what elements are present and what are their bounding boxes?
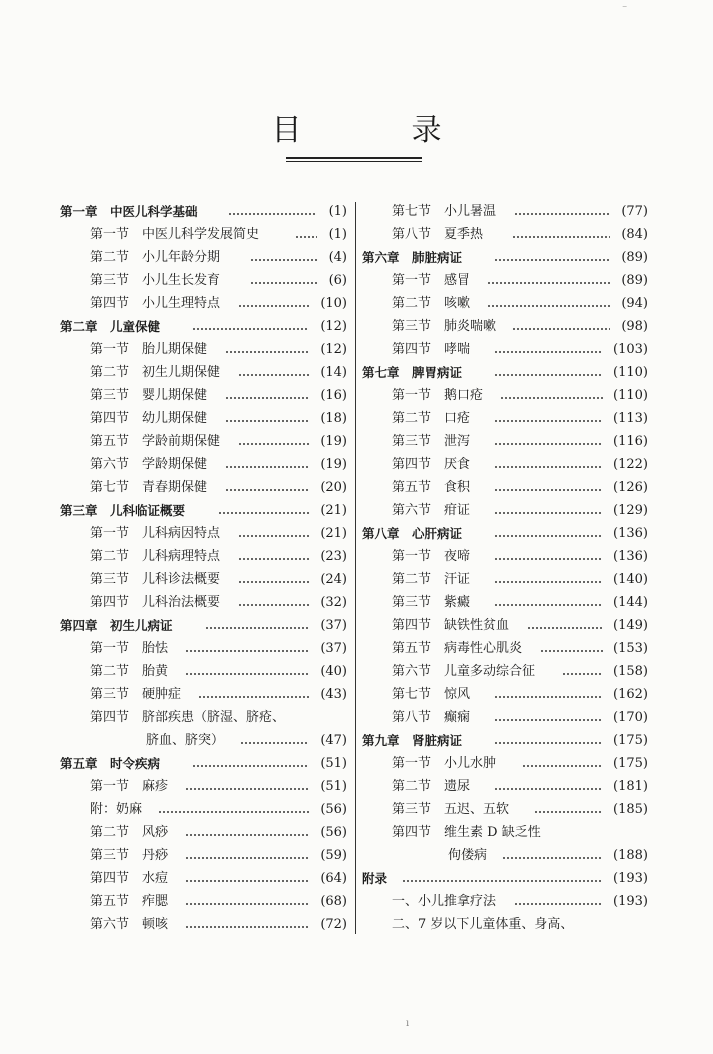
toc-entry-title: 第五节 食积 [392,480,471,495]
toc-section-row [60,637,347,660]
toc-chapter-row [362,246,648,269]
toc-section-row [60,292,347,315]
toc-page-number: (40) [320,664,347,679]
toc-page-number: (113) [613,411,648,426]
leader-dots [494,581,603,583]
toc-section-row [60,798,347,821]
toc-page-number: (6) [328,273,347,288]
scan-mark: ı [406,1018,410,1029]
toc-page-number: (193) [613,894,648,909]
leader-dots [250,282,317,284]
toc-section-row [362,683,648,706]
toc-left-column [60,200,347,936]
toc-entry-title: 一、小儿推拿疗法 [392,894,497,909]
leader-dots [522,765,603,767]
leader-dots [527,627,603,629]
toc-page-number: (89) [621,250,648,265]
leader-dots [494,558,603,560]
leader-dots [225,397,309,399]
toc-entry-title: 第四节 哮喘 [392,342,471,357]
toc-section-row [362,752,648,775]
toc-page-number: (37) [320,618,347,633]
toc-entry-title: 第二节 小儿年龄分期 [90,250,221,265]
toc-entry-title: 第一节 小儿水肿 [392,756,497,771]
toc-section-row [60,545,347,568]
toc-entry-title: 第四节 幼儿期保健 [90,411,208,426]
toc-section-row [362,338,648,361]
leader-dots [494,351,603,353]
toc-entry-title: 第六节 学龄期保健 [90,457,208,472]
toc-page-number: (64) [320,871,347,886]
toc-page-number: (158) [613,664,648,679]
leader-dots [494,443,603,445]
leader-dots [238,604,309,606]
toc-entry-title: 第九章 肾脏病证 [362,733,463,748]
leader-dots [494,489,603,491]
toc-page-number: (16) [320,388,347,403]
toc-page-number: (21) [320,526,347,541]
toc-page-number: (47) [320,733,347,748]
toc-entry-title: 第三节 五迟、五软 [392,802,510,817]
toc-page-number: (162) [613,687,648,702]
toc-page-number: (116) [613,434,648,449]
toc-entry-title: 第一节 感冒 [392,273,471,288]
toc-chapter-row [362,522,648,545]
leader-dots [198,696,309,698]
toc-entry-title: 第一节 胎怯 [90,641,169,656]
toc-entry-title: 佝偻病 [448,848,488,863]
leader-dots [192,328,309,330]
toc-entry-title: 第七节 小儿暑温 [392,204,497,219]
toc-section-row [60,361,347,384]
toc-entry-title: 第二节 儿科病理特点 [90,549,221,564]
toc-entry-title: 第六节 顿咳 [90,917,169,932]
toc-page-number: (149) [613,618,648,633]
toc-section-row [362,798,648,821]
toc-section-row [60,407,347,430]
toc-page-number: (175) [613,733,648,748]
leader-dots [185,903,309,905]
toc-section-row [362,200,648,223]
toc-section-row [362,545,648,568]
toc-page-number: (10) [320,296,347,311]
toc-page-number: (32) [320,595,347,610]
toc-entry-title: 第五节 病毒性心肌炎 [392,641,523,656]
toc-entry-title: 二、7 岁以下儿童体重、身高、 [392,917,574,932]
toc-entry-title: 第一节 中医儿科学发展简史 [90,227,260,242]
leader-dots [225,351,309,353]
toc-entry-title: 第七节 惊风 [392,687,471,702]
toc-section-row [362,844,648,867]
toc-entry-title: 第三节 婴儿期保健 [90,388,208,403]
toc-page-number: (4) [328,250,347,265]
leader-dots [487,305,610,307]
toc-entry-title: 第一节 儿科病因特点 [90,526,221,541]
toc-entry-title: 第七章 脾胃病证 [362,365,463,380]
leader-dots [494,466,603,468]
toc-section-row [362,591,648,614]
toc-page-number: (20) [320,480,347,495]
toc-page-number: (77) [621,204,648,219]
toc-section-row [362,568,648,591]
toc-section-row [60,729,347,752]
leader-dots [185,926,309,928]
toc-entry-title: 第二章 儿童保健 [60,319,161,334]
leader-dots [494,604,603,606]
toc-page-number: (51) [320,756,347,771]
leader-dots [494,535,603,537]
toc-page-number: (110) [613,365,648,380]
toc-entry-title: 第七节 青春期保健 [90,480,208,495]
toc-page-number: (193) [613,871,648,886]
toc-chapter-row [60,614,347,637]
toc-entry-title: 第三节 硬肿症 [90,687,182,702]
toc-section-row [362,821,648,844]
toc-entry-title: 第三节 丹痧 [90,848,169,863]
leader-dots [512,236,610,238]
toc-page-number: (37) [320,641,347,656]
toc-chapter-row [362,729,648,752]
toc-section-row [60,522,347,545]
toc-page-number: (51) [320,779,347,794]
toc-page-number: (126) [613,480,648,495]
leader-dots [494,374,603,376]
leader-dots [502,857,603,859]
toc-section-row [60,384,347,407]
leader-dots [514,213,610,215]
toc-page-number: (1) [328,204,347,219]
toc-section-row [60,338,347,361]
leader-dots [185,673,309,675]
leader-dots [494,696,603,698]
toc-entry-title: 第四节 厌食 [392,457,471,472]
toc-page-number: (136) [613,526,648,541]
toc-section-row [362,430,648,453]
leader-dots [494,742,603,744]
toc-entry-title: 第三节 肺炎喘嗽 [392,319,497,334]
toc-entry-title: 第六节 疳证 [392,503,471,518]
toc-chapter-row [60,315,347,338]
toc-entry-title: 第六节 儿童多动综合征 [392,664,536,679]
leader-dots [500,397,603,399]
toc-page-number: (18) [320,411,347,426]
toc-entry-title: 附录 [362,871,388,886]
toc-entry-title: 第三节 泄泻 [392,434,471,449]
leader-dots [225,489,309,491]
toc-entry-title: 第二节 口疮 [392,411,471,426]
toc-section-row [362,315,648,338]
toc-section-row [362,453,648,476]
leader-dots [238,581,309,583]
toc-section-row [60,246,347,269]
toc-page-number: (56) [320,802,347,817]
toc-entry-title: 第四节 小儿生理特点 [90,296,221,311]
toc-page-number: (170) [613,710,648,725]
leader-dots [158,811,309,813]
toc-section-row [60,476,347,499]
toc-entry-title: 第五节 学龄前期保健 [90,434,221,449]
leader-dots [238,305,309,307]
toc-page-number: (98) [621,319,648,334]
toc-chapter-row [60,200,347,223]
leader-dots [238,558,309,560]
leader-dots [205,627,309,629]
toc-page-number: (56) [320,825,347,840]
toc-page-number: (24) [320,572,347,587]
toc-section-row [60,844,347,867]
leader-dots [185,788,309,790]
toc-section-row [362,660,648,683]
toc-entry-title: 第一节 夜啼 [392,549,471,564]
toc-entry-title: 第四节 水痘 [90,871,169,886]
toc-entry-title: 第二节 胎黄 [90,664,169,679]
leader-dots [185,880,309,882]
leader-dots [512,328,610,330]
toc-page-number: (59) [320,848,347,863]
toc-entry-title: 第四节 脐部疾患（脐湿、脐疮、 [90,710,286,725]
leader-dots [228,213,317,215]
toc-section-row [60,591,347,614]
toc-entry-title: 第三节 小儿生长发育 [90,273,221,288]
leader-dots [192,765,309,767]
toc-right-column [362,200,648,936]
leader-dots [238,374,309,376]
scan-mark: ⁻ [622,4,628,15]
toc-page-number: (136) [613,549,648,564]
leader-dots [494,788,603,790]
leader-dots [218,512,309,514]
leader-dots [295,236,317,238]
leader-dots [185,857,309,859]
toc-page-number: (68) [320,894,347,909]
toc-section-row [362,775,648,798]
leader-dots [487,282,610,284]
toc-section-row [60,913,347,936]
toc-page-number: (122) [613,457,648,472]
toc-section-row [362,223,648,246]
title-underline [286,157,422,159]
toc-section-row [60,775,347,798]
toc-section-row [60,660,347,683]
toc-entry-title: 第二节 初生儿期保健 [90,365,221,380]
toc-entry-title: 附：奶麻 [90,802,143,817]
toc-page-number: (153) [613,641,648,656]
toc-page-number: (140) [613,572,648,587]
leader-dots [250,259,317,261]
toc-page-number: (181) [613,779,648,794]
toc-section-row [60,568,347,591]
toc-chapter-row [60,499,347,522]
toc-entry-title: 第三节 儿科诊法概要 [90,572,221,587]
leader-dots [540,650,603,652]
leader-dots [494,420,603,422]
leader-dots [238,535,309,537]
toc-entry-title: 第二节 咳嗽 [392,296,471,311]
column-divider [355,202,356,934]
toc-section-row [60,890,347,913]
toc-page-number: (12) [320,319,347,334]
leader-dots [534,811,603,813]
toc-entry-title: 第八节 癫痫 [392,710,471,725]
toc-entry-title: 第四节 儿科治法概要 [90,595,221,610]
toc-section-row [60,867,347,890]
toc-section-row [60,821,347,844]
toc-section-row [60,706,347,729]
toc-section-row [362,476,648,499]
toc-page-number: (19) [320,434,347,449]
toc-entry-title: 第四节 缺铁性贫血 [392,618,510,633]
toc-chapter-row [362,361,648,384]
toc-section-row [362,637,648,660]
leader-dots [494,512,603,514]
toc-page-number: (21) [320,503,347,518]
leader-dots [402,880,603,882]
title-underline-thin [286,161,422,162]
toc-entry-title: 第五章 时令疾病 [60,756,161,771]
toc-entry-title: 第六章 肺脏病证 [362,250,463,265]
toc-page-number: (188) [613,848,648,863]
toc-page-number: (185) [613,802,648,817]
toc-section-row [362,706,648,729]
toc-page-number: (144) [613,595,648,610]
toc-entry-title: 脐血、脐突） [146,733,225,748]
toc-section-row [60,269,347,292]
toc-entry-title: 第二节 汗证 [392,572,471,587]
toc-section-row [362,292,648,315]
toc-page-number: (19) [320,457,347,472]
toc-entry-title: 第八章 心肝病证 [362,526,463,541]
toc-page-number: (43) [320,687,347,702]
leader-dots [514,903,603,905]
toc-entry-title: 第二节 风痧 [90,825,169,840]
toc-section-row [362,384,648,407]
toc-section-row [60,430,347,453]
toc-section-row [362,614,648,637]
toc-page-number: (14) [320,365,347,380]
toc-entry-title: 第三章 儿科临证概要 [60,503,186,518]
leader-dots [225,466,309,468]
leader-dots [494,719,603,721]
toc-page-number: (84) [621,227,648,242]
toc-entry-title: 第一章 中医儿科学基础 [60,204,198,219]
toc-section-row [362,890,648,913]
toc-chapter-row [362,867,648,890]
leader-dots [494,259,610,261]
toc-entry-title: 第二节 遗尿 [392,779,471,794]
toc-page-number: (12) [320,342,347,357]
toc-entry-title: 第五节 痄腮 [90,894,169,909]
toc-page-number: (1) [328,227,347,242]
toc-section-row [60,683,347,706]
leader-dots [225,420,309,422]
leader-dots [185,650,309,652]
toc-page-number: (103) [613,342,648,357]
toc-section-row [60,453,347,476]
toc-page-number: (175) [613,756,648,771]
toc-page-number: (129) [613,503,648,518]
toc-section-row [362,913,648,936]
toc-entry-title: 第一节 胎儿期保健 [90,342,208,357]
leader-dots [240,742,309,744]
toc-section-row [362,499,648,522]
leader-dots [185,834,309,836]
toc-page-number: (94) [621,296,648,311]
toc-entry-title: 第一节 鹅口疮 [392,388,484,403]
toc-section-row [362,269,648,292]
toc-entry-title: 第四章 初生儿病证 [60,618,173,633]
toc-section-row [60,223,347,246]
toc-entry-title: 第一节 麻疹 [90,779,169,794]
toc-section-row [362,407,648,430]
toc-page-number: (89) [621,273,648,288]
toc-page-number: (110) [613,388,648,403]
toc-entry-title: 第三节 紫癜 [392,595,471,610]
leader-dots [562,673,603,675]
toc-entry-title: 第四节 维生素 D 缺乏性 [392,825,541,840]
toc-entry-title: 第八节 夏季热 [392,227,484,242]
leader-dots [238,443,309,445]
toc-chapter-row [60,752,347,775]
toc-page-number: (23) [320,549,347,564]
page-title: 目 录 [271,113,482,148]
toc-page-number: (72) [320,917,347,932]
